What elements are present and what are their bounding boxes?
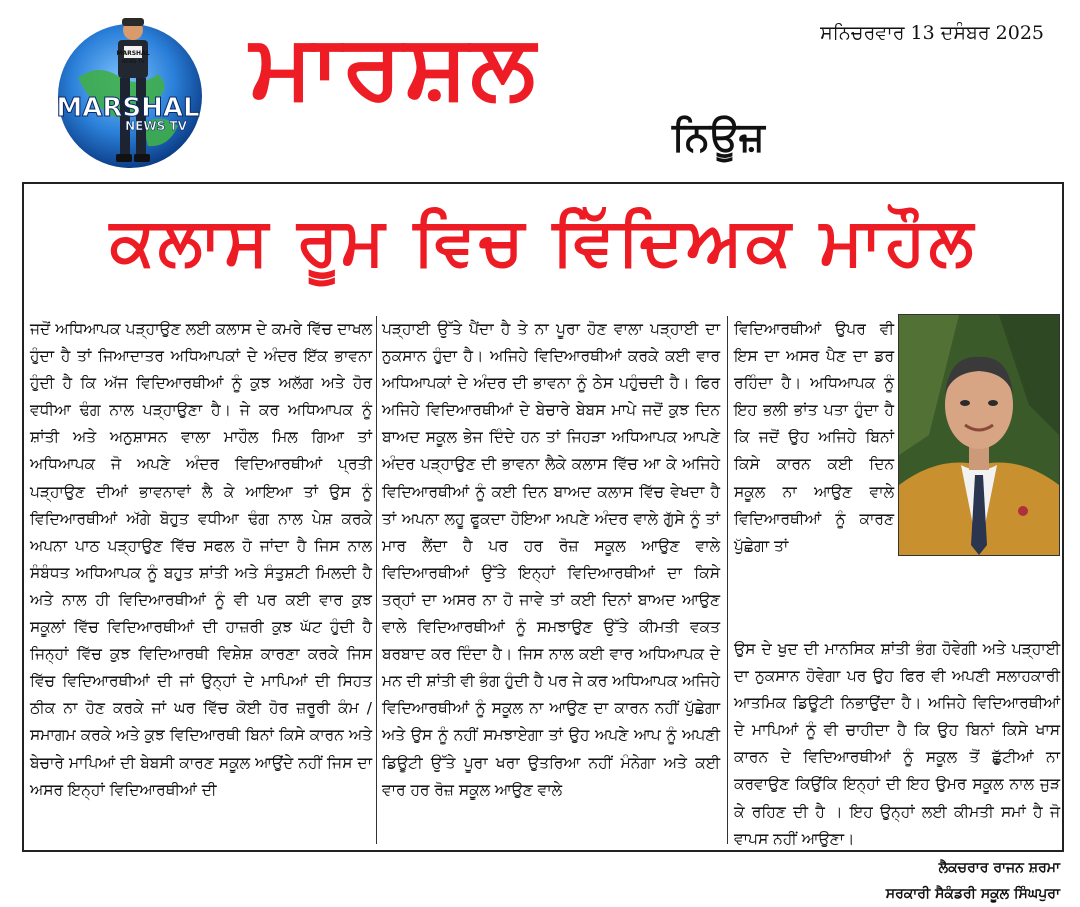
masthead [0,0,1080,182]
column-1-text: ਜਦੋਂ ਅਧਿਆਪਕ ਪੜ੍ਹਾਉਣ ਲਈ ਕਲਾਸ ਦੇ ਕਮਰੇ ਵਿੱਚ ਦਾਖਲ ਹੁੰਦਾ ਹੈ ਤਾਂ ਜਿਆਦਾਤਰ ਅਧਿਆਪਕਾਂ ਦੇ ਅੰਦਰ ਇੱਕ ਭਾਵਨਾ ਹੁੰਦੀ ਹੈ ਕਿ ਅੱਜ ਵਿਦਿਆਰਥੀਆਂ ਨੂੰ ਕੁਝ ਅਲੱਗ ਅਤੇ ਹੋਰ ਵਧੀਆ ਢੰਗ ਨਾਲ ਪੜ੍ਹਾਉਣਾ ਹੈ। ਜੇ ਕਰ ਅਧਿਆਪਕ ਨੂੰ ਸ਼ਾਂਤੀ ਅਤੇ ਅਨੁਸ਼ਾਸਨ ਵਾਲਾ ਮਾਹੌਲ ਮਿਲ ਗਿਆ ਤਾਂ ਅਧਿਆਪਕ ਜੋ ਅਪਣੇ ਅੰਦਰ ਵਿਦਿਆਰਥੀਆਂ ਪ੍ਰਤੀ ਪੜ੍ਹਾਉਣ ਦੀਆਂ ਭਾਵਨਾਵਾਂ ਲੈ ਕੇ ਆਇਆ ਤਾਂ ਉਸ ਨੂੰ ਵਿਦਿਆਰਥੀਆਂ ਅੱਗੇ ਬੋਹੁਤ ਵਧੀਆ ਢੰਗ ਨਾਲ ਪੇਸ਼ ਕਰਕੇ ਅਪਨਾ ਪਾਠ ਪੜ੍ਹਾਉਣ ਵਿੱਚ ਸਫਲ ਹੋ ਜਾਂਦਾ ਹੈ ਜਿਸ ਨਾਲ ਸੰਬੰਧਤ ਅਧਿਆਪਕ ਨੂੰ ਬਹੁਤ ਸ਼ਾਂਤੀ ਅਤੇ ਸੰਤੁਸ਼ਟੀ ਮਿਲਦੀ ਹੈ ਅਤੇ ਨਾਲ ਹੀ ਵਿਦਿਆਰਥੀਆਂ ਨੂੰ ਵੀ ਪਰ ਕਈ ਵਾਰ ਕੁਝ ਸਕੂਲਾਂ ਵਿੱਚ ਵਿਦਿਆਰਥੀਆਂ ਦੀ ਹਾਜ਼ਰੀ ਕੁਝ ਘੱਟ ਹੁੰਦੀ ਹੈ ਜਿਨ੍ਹਾਂ ਵਿੱਚ ਕੁਝ ਵਿਦਿਆਰਥੀ ਵਿਸ਼ੇਸ਼ ਕਾਰਣਾ ਕਰਕੇ ਜਿਸ ਵਿੱਚ ਵਿਦਿਆਰਥੀਆਂ ਦੀ ਜਾਂ ਉਨ੍ਹਾਂ ਦੇ ਮਾਪਿਆਂ ਦੀ ਸਿਹਤ ਠੀਕ ਨਾ ਹੋਣ ਕਰਕੇ ਜਾਂ ਘਰ ਵਿੱਚ ਕੋਈ ਹੋਰ ਜ਼ਰੂਰੀ ਕੰਮ /ਸਮਾਗਮ ਕਰਕੇ ਅਤੇ ਕੁਝ ਵਿਦਿਆਰਥੀ ਬਿਨਾਂ ਕਿਸੇ ਕਾਰਨ ਅਤੇ ਬੇਚਾਰੇ ਮਾਪਿਆਂ ਦੀ ਬੇਬਸੀ ਕਾਰਣ ਸਕੂਲ ਆਉਂਦੇ ਨਹੀਂ ਜਿਸ ਦਾ ਅਸਰ ਇਨ੍ਹਾਂ ਵਿਦਿਆਰਥੀਆਂ ਦੀ [30,320,372,799]
column-2-text: ਪੜ੍ਹਾਈ ਉੱਤੇ ਪੈਂਦਾ ਹੈ ਤੇ ਨਾ ਪੂਰਾ ਹੋਣ ਵਾਲਾ ਪੜ੍ਹਾਈ ਦਾ ਨੁਕਸਾਨ ਹੁੰਦਾ ਹੈ। ਅਜਿਹੇ ਵਿਦਿਆਰਥੀਆਂ ਕਰਕੇ ਕਈ ਵਾਰ ਅਧਿਆਪਕਾਂ ਦੇ ਅੰਦਰ ਦੀ ਭਾਵਨਾ ਨੂੰ ਠੇਸ ਪਹੁੰਚਦੀ ਹੈ। ਫਿਰ ਅਜਿਹੇ ਵਿਦਿਆਰਥੀਆਂ ਦੇ ਬੇਚਾਰੇ ਬੇਬਸ ਮਾਪੇ ਜਦੋਂ ਕੁਝ ਦਿਨ ਬਾਅਦ ਸਕੂਲ ਭੇਜ ਦਿੰਦੇ ਹਨ ਤਾਂ ਜਿਹੜਾ ਅਧਿਆਪਕ ਆਪਣੇ ਅੰਦਰ ਪੜ੍ਹਾਉਣ ਦੀ ਭਾਵਨਾ ਲੈਕੇ ਕਲਾਸ ਵਿੱਚ ਆ ਕੇ ਅਜਿਹੇ ਵਿਦਿਆਰਥੀਆਂ ਨੂੰ ਕਈ ਦਿਨ ਬਾਅਦ ਕਲਾਸ ਵਿੱਚ ਵੇਖਦਾ ਹੈ ਤਾਂ ਅਪਨਾ ਲਹੂ ਫੂਕਦਾ ਹੋਇਆ ਅਪਣੇ ਅੰਦਰ ਵਾਲੇ ਗੁੱਸੇ ਨੂੰ ਤਾਂ ਮਾਰ ਲੈਂਦਾ ਹੈ ਪਰ ਹਰ ਰੋਜ਼ ਸਕੂਲ ਆਉਣ ਵਾਲੇ ਵਿਦਿਆਰਥੀਆਂ ਉੱਤੇ ਇਨ੍ਹਾਂ ਵਿਦਿਆਰਥੀਆਂ ਦਾ ਕਿਸੇ ਤਰ੍ਹਾਂ ਦਾ ਅਸਰ ਨਾ ਹੋ ਜਾਵੇ ਤਾਂ ਕਈ ਦਿਨਾਂ ਬਾਅਦ ਆਉਣ ਵਾਲੇ ਵਿਦਿਆਰਥੀਆਂ ਨੂੰ ਸਮਝਾਉਣ ਉੱਤੇ ਕੀਮਤੀ ਵਕਤ ਬਰਬਾਦ ਕਰ ਦਿੰਦਾ ਹੈ। ਜਿਸ ਨਾਲ ਕਈ ਵਾਰ ਅਧਿਆਪਕ ਦੇ ਮਨ ਦੀ ਸ਼ਾਂਤੀ ਵੀ ਭੰਗ ਹੁੰਦੀ ਹੈ ਪਰ ਜੇ ਕਰ ਅਧਿਆਪਕ ਅਜਿਹੇ ਵਿਦਿਆਰਥੀਆਂ ਨੂੰ ਸਕੂਲ ਨਾ ਆਉਣ ਦਾ ਕਾਰਨ ਨਹੀਂ ਪੁੱਛੇਗਾ ਅਤੇ ਉਸ ਨੂੰ ਨਹੀਂ ਸਮਝਾਏਗਾ ਤਾਂ ਉਹ ਅਪਣੇ ਆਪ ਨੂੰ ਅਪਣੀ ਡਿਊਟੀ ਉੱਤੇ ਪੂਰਾ ਖਰਾ ਉਤਰਿਆ ਨਹੀਂ ਮੰਨੇਗਾ ਅਤੇ ਕਈ ਵਾਰ ਹਰ ਰੋਜ਼ ਸਕੂਲ ਆਉਣ ਵਾਲੇ [382,320,720,799]
svg-text:NEWS TV: NEWS TV [121,59,145,65]
column-3-top-text: ਵਿਦਿਆਰਥੀਆਂ ਉਪਰ ਵੀ ਇਸ ਦਾ ਅਸਰ ਪੈਣ ਦਾ ਡਰ ਰਹਿੰਦਾ ਹੈ। ਅਧਿਆਪਕ ਨੂੰ ਇਹ ਭਲੀ ਭਾਂਤ ਪਤਾ ਹੁੰਦਾ ਹੈ ਕਿ ਜਦੋਂ ਉਹ ਅਜਿਹੇ ਬਿਨਾਂ ਕਿਸੇ ਕਾਰਨ ਕਈ ਦਿਨ ਸਕੂਲ ਨਾ ਆਉਣ ਵਾਲੇ ਵਿਦਿਆਰਥੀਆਂ ਨੂੰ ਕਾਰਣ ਪੁੱਛੇਗਾ ਤਾਂ [734,320,894,555]
article-column-1 [30,316,372,804]
svg-text:NEWS TV: NEWS TV [125,119,187,133]
column-divider [727,316,728,844]
article-headline: ਕਲਾਸ ਰੂਮ ਵਿਚ ਵਿੱਦਿਅਕ ਮਾਹੌਲ [109,203,977,280]
article-column-3-top [734,316,894,560]
author-school: ਸਰਕਾਰੀ ਸੈਕੰਡਰੀ ਸਕੂਲ ਸਿੰਘਪੁਰਾ [885,885,1060,902]
article-frame [22,182,1064,902]
article-column-3-bottom [734,636,1060,907]
column-divider [376,316,377,844]
issue-date: ਸਨਿਚਰਵਾਰ 13 ਦਸੰਬਰ 2025 [820,22,1044,44]
svg-text:MARSHAL: MARSHAL [116,50,150,57]
column-3-bottom-text: ਉਸ ਦੇ ਖੁਦ ਦੀ ਮਾਨਸਿਕ ਸ਼ਾਂਤੀ ਭੰਗ ਹੋਵੇਗੀ ਅਤੇ ਪੜ੍ਹਾਈ ਦਾ ਨੁਕਸਾਨ ਹੋਵੇਗਾ ਪਰ ਉਹ ਫਿਰ ਵੀ ਅਪਣੀ ਸਲਾਹਕਾਰੀ ਆਤਮਿਕ ਡਿਊਟੀ ਨਿਭਾਉਂਦਾ ਹੈ। ਅਜਿਹੇ ਵਿਦਿਆਰਥੀਆਂ ਦੇ ਮਾਪਿਆਂ ਨੂੰ ਵੀ ਚਾਹੀਦਾ ਹੈ ਕਿ ਉਹ ਬਿਨਾਂ ਕਿਸੇ ਖਾਸ ਕਾਰਨ ਦੇ ਵਿਦਿਆਰਥੀਆਂ ਨੂੰ ਸਕੂਲ ਤੋਂ ਛੁੱਟੀਆਂ ਨਾ ਕਰਵਾਉਣ ਕਿਉਂਕਿ ਇਨ੍ਹਾਂ ਦੀ ਇਹ ਉਮਰ ਸਕੂਲ ਨਾਲ ਜੁੜ ਕੇ ਰਹਿਣ ਦੀ ਹੈ । ਇਹ ਉਨ੍ਹਾਂ ਲਈ ਕੀਮਤੀ ਸਮਾਂ ਹੈ ਜੋ ਵਾਪਸ ਨਹੀਂ ਆਉਣਾ। [734,640,1060,848]
author-byline: ਲੈਕਚਰਾਰ ਰਾਜਨ ਸ਼ਰਮਾ [938,859,1060,876]
author-photo [898,314,1060,556]
marshal-news-tv-logo[interactable] [48,8,218,173]
newspaper-title: ਮਾਰਸ਼ਲ [250,15,537,119]
article-column-2 [382,316,720,804]
logo-wordmark: MARSHAL [56,93,200,123]
newspaper-subtitle: ਨਿਊਜ਼ [672,114,765,160]
